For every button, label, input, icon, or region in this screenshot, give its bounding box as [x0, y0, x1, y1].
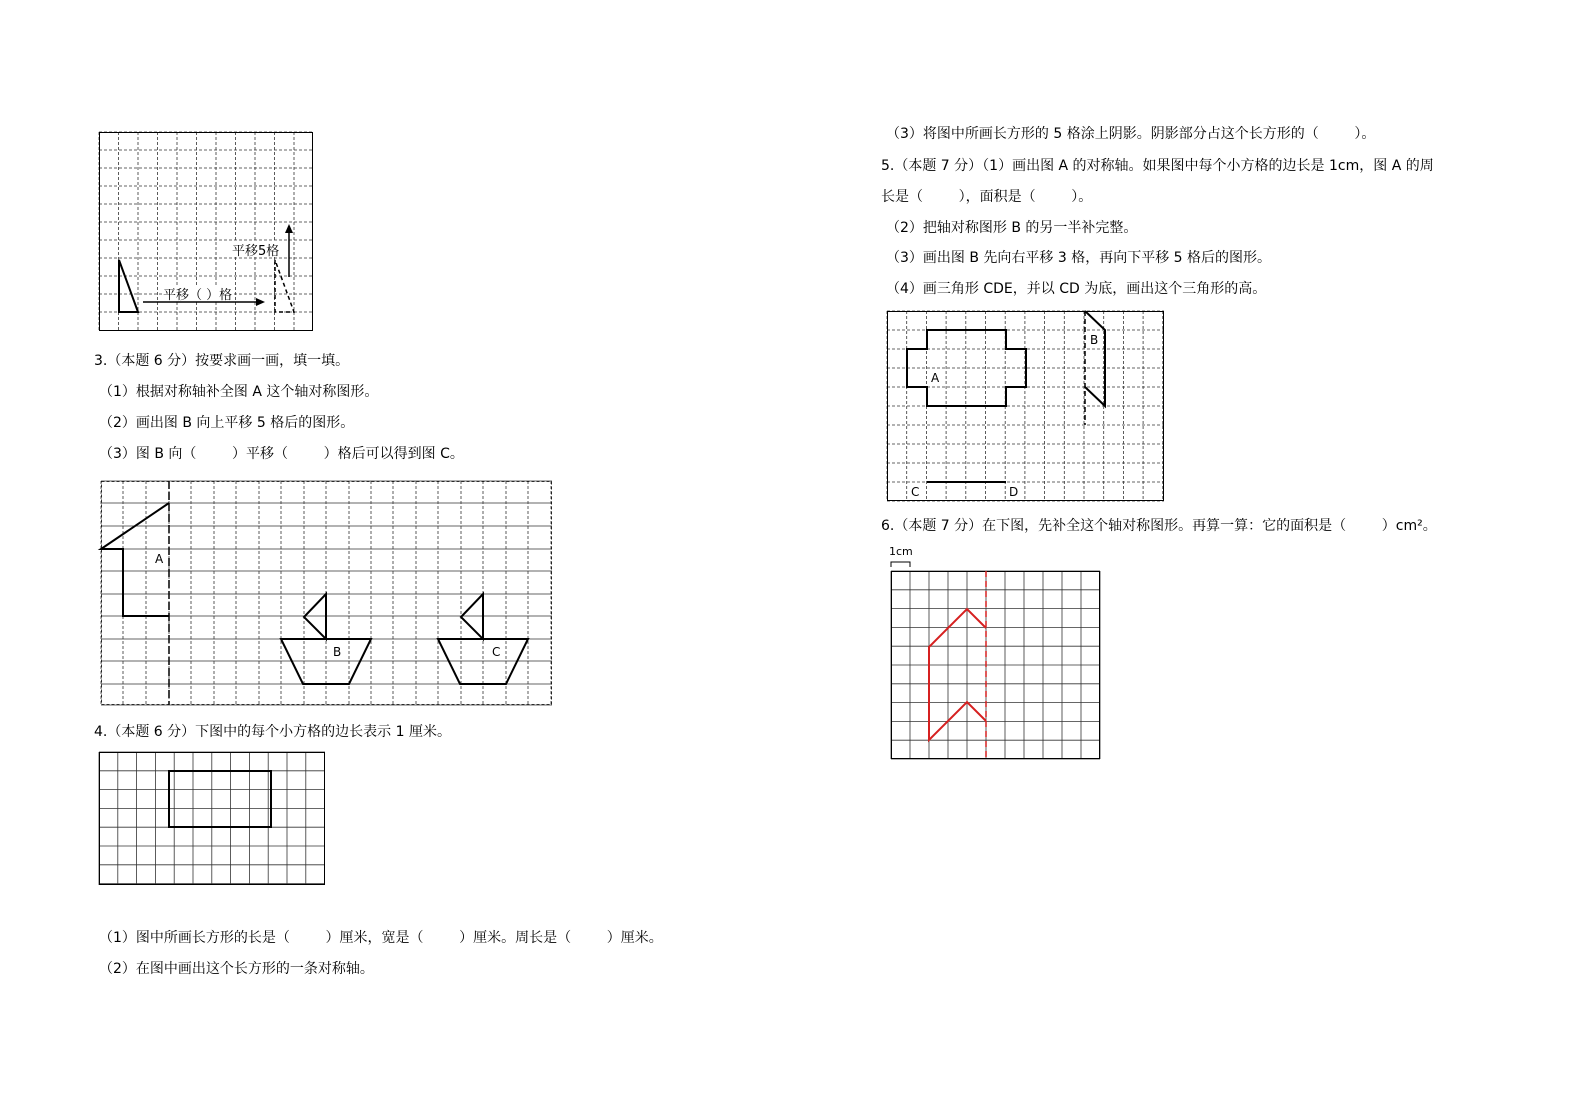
unit-label: 1cm [889, 545, 913, 558]
up-arrowhead [285, 224, 293, 233]
q6-title: 6.（本题 7 分）在下图，先补全这个轴对称图形。再算一算：它的面积是（ ）cm²。 [881, 518, 1437, 534]
label-translate-up: 平移5格 [232, 244, 280, 259]
triangle-translated [275, 260, 294, 312]
q3-part1: （1）根据对称轴补全图 A 这个轴对称图形。 [99, 384, 379, 400]
q5-part2: （2）把轴对称图形 B 的另一半补完整。 [886, 220, 1138, 236]
q6-grid-lines [891, 571, 1100, 759]
q4-rectangle [169, 771, 271, 827]
q4-part3: （3）将图中所画长方形的 5 格涂上阴影。阴影部分占这个长方形的（ ）。 [886, 126, 1376, 142]
right-arrowhead [256, 298, 265, 306]
triangle-original [119, 260, 138, 312]
q5-part4: （4）画三角形 CDE，并以 CD 为底，画出这个三角形的高。 [886, 281, 1267, 297]
label-c: C [492, 645, 501, 659]
q4-part1: （1）图中所画长方形的长是（ ）厘米，宽是（ ）厘米。周长是（ ）厘米。 [99, 930, 663, 946]
label-b-q5: B [1090, 333, 1099, 347]
shape-b-half [1085, 311, 1105, 406]
label-translate-right: 平移（ ）格 [163, 288, 233, 303]
q3-part3: （3）图 B 向（ ）平移（ ）格后可以得到图 C。 [99, 446, 464, 462]
q3-grid-figure [101, 481, 553, 707]
q6-shape-half [929, 609, 986, 740]
shape-c [438, 594, 528, 684]
q4-part2: （2）在图中画出这个长方形的一条对称轴。 [99, 961, 374, 977]
q3-part2: （2）画出图 B 向上平移 5 格后的图形。 [99, 415, 355, 431]
shape-b [281, 594, 371, 684]
unit-bracket [891, 562, 910, 567]
label-a: A [155, 552, 164, 566]
q5-part3: （3）画出图 B 先向右平移 3 格，再向下平移 5 格后的图形。 [886, 250, 1272, 266]
q5-grid-figure [887, 311, 1167, 503]
label-b: B [333, 645, 342, 659]
label-d-q5: D [1009, 485, 1019, 499]
q6-grid-figure [888, 540, 1102, 762]
q4-title: 4.（本题 6 分）下图中的每个小方格的边长表示 1 厘米。 [94, 724, 451, 740]
q5-line2: 长是（ ），面积是（ ）。 [881, 189, 1093, 205]
q3-title: 3.（本题 6 分）按要求画一画，填一填。 [94, 353, 350, 369]
q5-line1: 5.（本题 7 分）（1）画出图 A 的对称轴。如果图中每个小方格的边长是 1cm，图 A 的周 [881, 158, 1434, 174]
label-a-q5: A [931, 371, 940, 385]
label-c-q5: C [911, 485, 920, 499]
q4-grid-figure [99, 752, 327, 888]
translation-grid-figure [99, 132, 315, 333]
